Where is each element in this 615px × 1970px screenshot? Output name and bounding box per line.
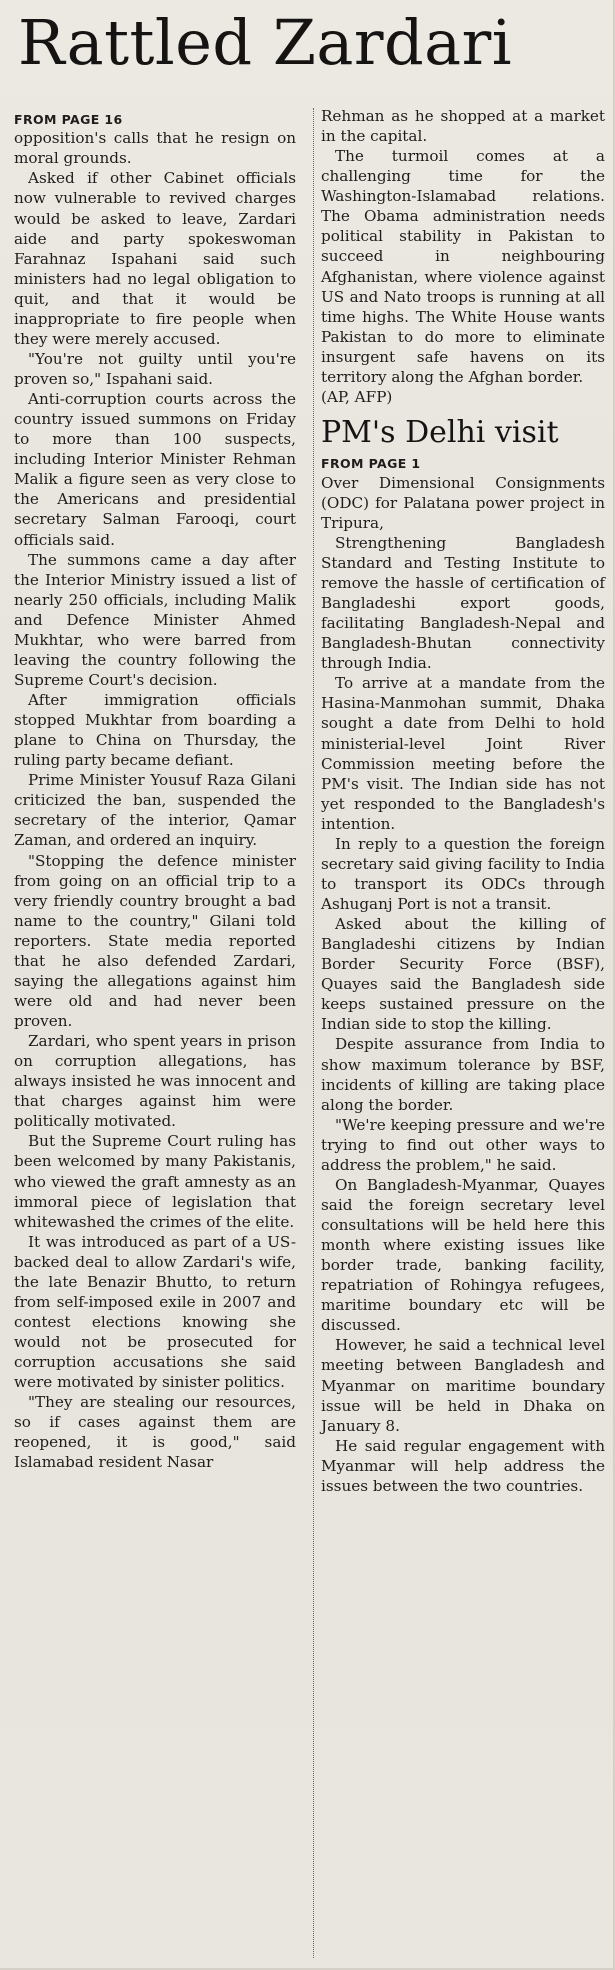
body-paragraph: "We're keeping pressure and we're trying to find out other ways to address the problem," he said. (321, 1115, 605, 1174)
body-paragraph: The turmoil comes at a challenging time for the Washington-Islamabad relations. The Obama administration needs political stability in Pakistan to succeed in neighbouring Afghanistan, where violence against US and Nato troops is running at all time highs. The White House wants Pakistan to do more to eliminate insurgent safe havens on its territory along the Afghan border. (321, 147, 605, 386)
left-column (14, 112, 306, 1472)
second-article-headline: PM's Delhi visit (321, 414, 559, 450)
body-paragraph: He said regular engagement with Myanmar will help address the issues between the two countries. (321, 1436, 605, 1495)
right-column (321, 106, 605, 1496)
body-paragraph: Asked about the killing of Bangladeshi citizens by Indian Border Security Force (BSF), Quayes said the Bangladesh side keeps sustained pressure on the Indian side to stop the killing. (321, 915, 605, 1034)
column-divider (313, 108, 314, 1958)
body-paragraph: Strengthening Bangladesh Standard and Testing Institute to remove the hassle of certification of Bangladeshi export goods, facilitating Bangladesh-Nepal and Bangladesh-Bhutan connectivity through India. (321, 533, 605, 673)
body-paragraph: "They are stealing our resources, so if cases against them are reopened, it is good," said Islamabad resident Nasar (14, 1393, 296, 1472)
body-paragraph: On Bangladesh-Myanmar, Quayes said the foreign secretary level consultations will be held here this month where existing issues like border trade, banking facility, repatriation of Rohingya refugees, maritime boundary etc will be discussed. (321, 1175, 605, 1335)
news-agency-credit: (AP, AFP) (321, 387, 393, 406)
body-paragraph: opposition's calls that he resign on moral grounds. (14, 129, 296, 168)
body-paragraph: It was introduced as part of a US-backed deal to allow Zardari's wife, the late Benazir Bhutto, to return from self-imposed exile in 2007 and contest elections knowing she would not be prosecuted for corruption accusations she said were motivated by sinister politics. (14, 1232, 296, 1392)
body-paragraph: To arrive at a mandate from the Hasina-Manmohan summit, Dhaka sought a date from Delhi to hold ministerial-level Joint River Commission meeting before the PM's visit. The Indian side has not yet responded to the Bangladesh's intention. (321, 674, 605, 833)
body-paragraph: Zardari, who spent years in prison on corruption allegations, has always insisted he was innocent and that charges against him were politically motivated. (14, 1032, 296, 1131)
body-paragraph: Asked if other Cabinet officials now vulnerable to revived charges would be asked to leave, Zardari aide and party spokeswoman Farahnaz Ispahani said such ministers had no legal obligation to quit, and that it would be inappropriate to fire people when they were merely accused. (14, 169, 296, 348)
body-paragraph: After immigration officials stopped Mukhtar from boarding a plane to China on Thursday, the ruling party became defiant. (14, 691, 296, 770)
continued-from-label: FROM PAGE 1 (321, 456, 421, 472)
body-paragraph: "You're not guilty until you're proven so," Ispahani said. (14, 349, 296, 388)
body-paragraph: In reply to a question the foreign secretary said giving facility to India to transport its ODCs through Ashuganj Port is not a transit. (321, 834, 605, 913)
body-paragraph: Over Dimensional Consignments (ODC) for Palatana power project in Tripura, (321, 473, 605, 532)
body-paragraph: However, he said a technical level meeting between Bangladesh and Myanmar on maritime boundary issue will be held in Dhaka on January 8. (321, 1336, 605, 1435)
body-paragraph: The summons came a day after the Interior Ministry issued a list of nearly 250 officials, including Malik and Defence Minister Ahmed Mukhtar, who were barred from leaving the country following the Supreme Court's decision. (14, 550, 296, 689)
body-paragraph: But the Supreme Court ruling has been welcomed by many Pakistanis, who viewed the graft amnesty as an immoral piece of legislation that whitewashed the crimes of the elite. (14, 1132, 296, 1231)
body-paragraph: Anti-corruption courts across the country issued summons on Friday to more than 100 suspects, including Interior Minister Rehman Malik a figure seen as very close to the Americans and presidential secretary Salman Farooqi, court officials said. (14, 390, 296, 549)
article-headline: Rattled Zardari (18, 6, 513, 79)
continued-from-label: FROM PAGE 16 (14, 112, 123, 127)
body-paragraph: Rehman as he shopped at a market in the capital. (321, 107, 605, 146)
body-paragraph: "Stopping the defence minister from going on an official trip to a very friendly country brought a bad name to the country," Gilani told reporters. State media reported that he also defended Zardari, saying the allegations against him were old and had never been proven. (14, 851, 296, 1030)
body-paragraph: Despite assurance from India to show maximum tolerance by BSF, incidents of killing are taking place along the border. (321, 1035, 605, 1114)
body-paragraph: Prime Minister Yousuf Raza Gilani criticized the ban, suspended the secretary of the interior, Qamar Zaman, and ordered an inquiry. (14, 771, 296, 850)
